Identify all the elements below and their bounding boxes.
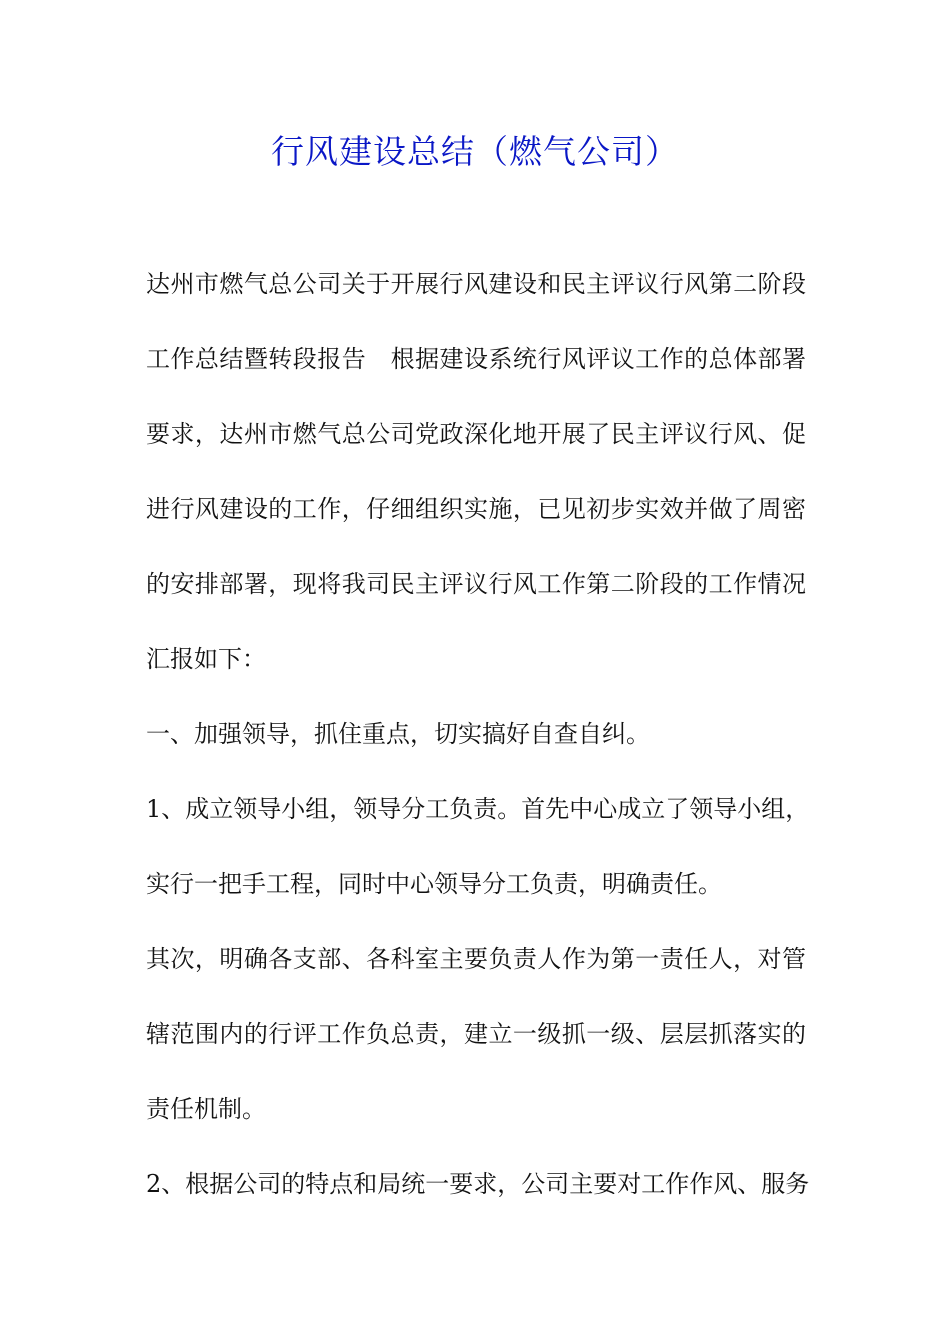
paragraph-line: 的安排部署，现将我司民主评议行风工作第二阶段的工作情况 bbox=[146, 570, 806, 598]
paragraph-line: 责任机制。 bbox=[146, 1095, 266, 1123]
paragraph-line: 辖范围内的行评工作负总责，建立一级抓一级、层层抓落实的 bbox=[146, 1020, 806, 1048]
paragraph-line: 汇报如下： bbox=[146, 645, 266, 673]
paragraph-line: 1、成立领导小组，领导分工负责。首先中心成立了领导小组， bbox=[146, 795, 810, 823]
paragraph-line: 要求，达州市燃气总公司党政深化地开展了民主评议行风、促 bbox=[146, 420, 806, 448]
paragraph-line: 实行一把手工程，同时中心领导分工负责，明确责任。 bbox=[146, 870, 722, 898]
section-heading: 一、加强领导，抓住重点，切实搞好自查自纠。 bbox=[146, 720, 650, 748]
paragraph-line: 2、根据公司的特点和局统一要求，公司主要对工作作风、服务 bbox=[146, 1170, 810, 1198]
paragraph-line: 其次，明确各支部、各科室主要负责人作为第一责任人，对管 bbox=[146, 945, 806, 973]
paragraph-line: 工作总结暨转段报告 根据建设系统行风评议工作的总体部署 bbox=[146, 345, 806, 373]
document-title: 行风建设总结（燃气公司） bbox=[271, 132, 679, 171]
paragraph-line: 达州市燃气总公司关于开展行风建设和民主评议行风第二阶段 bbox=[146, 270, 806, 298]
paragraph-line: 进行风建设的工作，仔细组织实施，已见初步实效并做了周密 bbox=[146, 495, 806, 523]
